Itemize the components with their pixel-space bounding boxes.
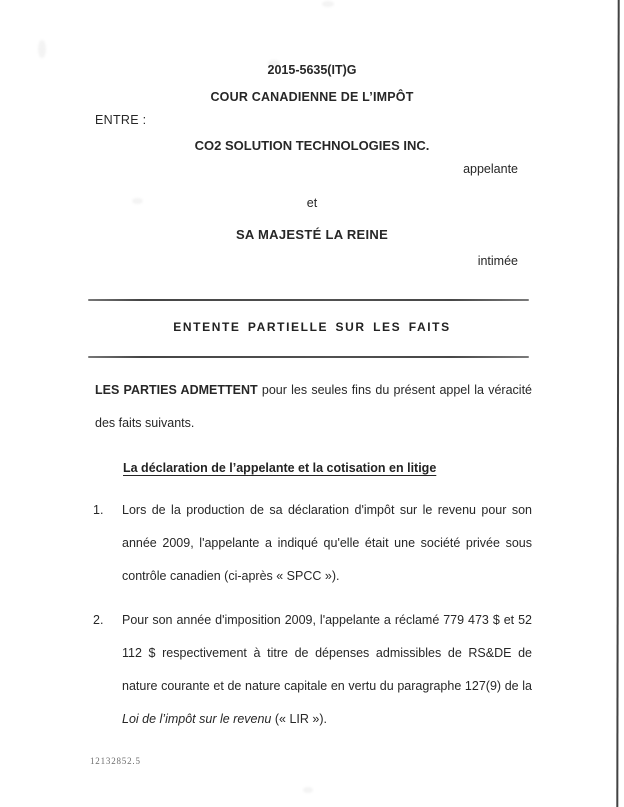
section-heading: La déclaration de l’appelante et la cotisation en litige: [123, 461, 437, 475]
fact-2-text-end: (« LIR »).: [274, 712, 327, 726]
statute-name-italic: Loi de l’impôt sur le revenu: [122, 712, 272, 726]
scan-edge-artifact-line: [616, 0, 619, 807]
fact-2-text: [122, 604, 532, 736]
divider-rule-top: [88, 299, 529, 301]
scan-smudge: [38, 40, 46, 58]
appellant-name: CO2 SOLUTION TECHNOLOGIES INC.: [194, 138, 430, 153]
case-number: 2015-5635(IT)G: [267, 63, 357, 77]
fact-1-number: 1.: [93, 503, 104, 517]
court-name: COUR CANADIENNE DE L’IMPÔT: [210, 90, 414, 104]
footer-document-number: 12132852.5: [90, 756, 141, 766]
scan-smudge: [303, 787, 313, 793]
between-label: ENTRE :: [95, 113, 147, 127]
appellant-role-label: appelante: [463, 162, 518, 176]
document-title: ENTENTE PARTIELLE SUR LES FAITS: [173, 320, 451, 334]
conjunction-et: et: [306, 196, 318, 210]
scan-smudge: [322, 1, 334, 7]
respondent-role-label: intimée: [477, 254, 518, 268]
respondent-name: SA MAJESTÉ LA REINE: [235, 227, 389, 242]
admissions-paragraph: [95, 374, 532, 440]
fact-2-number: 2.: [93, 613, 104, 627]
admissions-lead: LES PARTIES ADMETTENT: [95, 383, 258, 397]
divider-rule-bottom: [88, 356, 529, 358]
fact-2-text-start: Pour son année d'imposition 2009, l'appelante a réclamé 779 473 $ et 52 112 $ respectivement à titre de dépenses admissibles de RS&DE de nature courante et de nature capitale en vertu du paragraphe 127(9) de la: [122, 613, 532, 693]
fact-1-text: Lors de la production de sa déclaration d'impôt sur le revenu pour son année 2009, l'appelante a indiqué qu'elle était une société privée sous contrôle canadien (ci-après « SPCC »).: [122, 503, 532, 583]
admissions-body: pour les seules fins du présent appel la véracité des faits suivants.: [95, 383, 532, 430]
